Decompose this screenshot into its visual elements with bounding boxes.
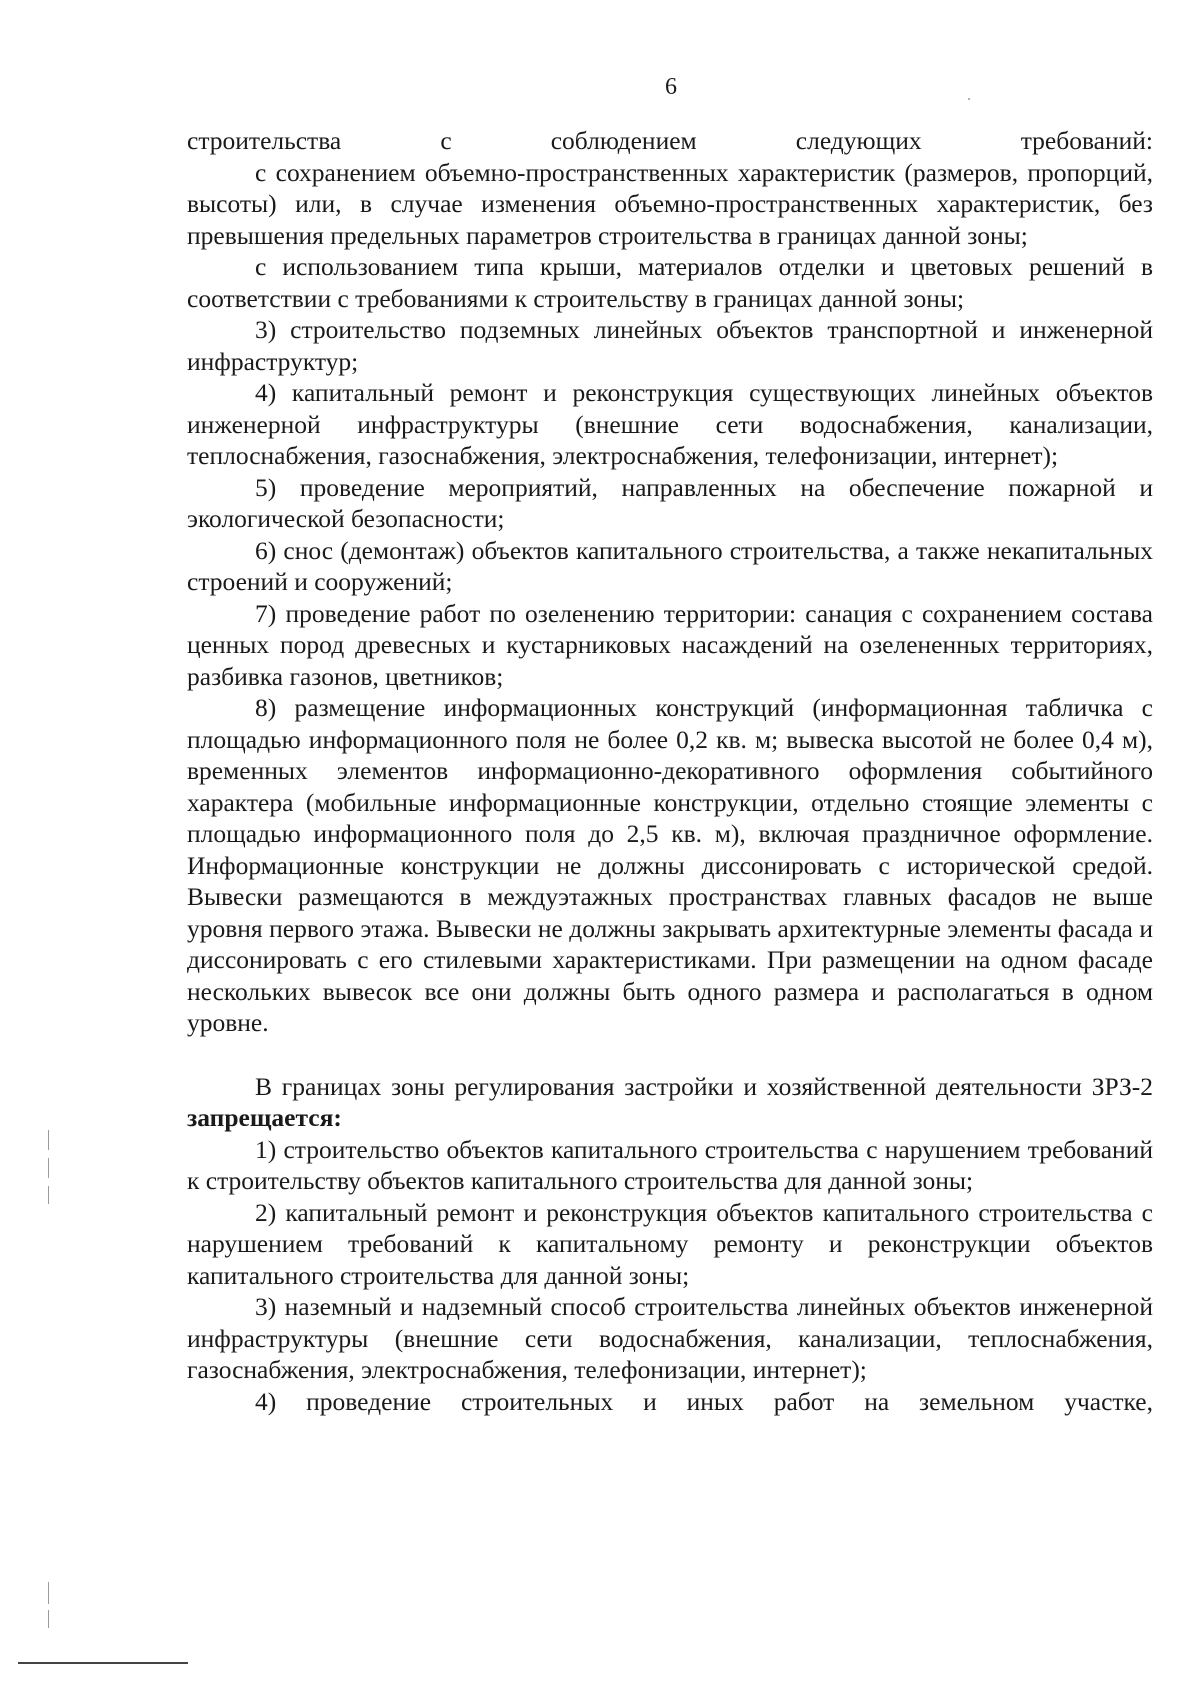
list-item-7: 7) проведение работ по озеленению территории: санация с сохранением состава ценных пород древесных и кустарниковых насаждений на озелененных территориях, разбивка газонов, цветников; (187, 598, 1153, 691)
paragraph-requirement-roof: с использованием типа крыши, материалов отделки и цветовых решений в соответствии с требованиями к строительству в границах данной зоны; (187, 252, 1153, 313)
section-intro-bold: запрещается: (187, 1103, 342, 1132)
prohibited-item-4: 4) проведение строительных и иных работ на земельном участке, (255, 1386, 1153, 1416)
paragraph-requirement-volume: с сохранением объемно-пространственных характеристик (размеров, пропорций, высоты) или, в случае изменения объемно-пространственных характеристик, без превышения предельных параметров строительства в границах данной зоны; (187, 157, 1153, 250)
margin-mark (48, 1186, 49, 1204)
prohibited-item-3: 3) наземный и надземный способ строительства линейных объектов инженерной инфраструктуры (внешние сети водоснабжения, канализации, теплоснабжения, газоснабжения, электроснабжения, телефонизации, интернет); (187, 1292, 1153, 1384)
list-item-4: 4) капитальный ремонт и реконструкция существующих линейных объектов инженерной инфраструктуры (внешние сети водоснабжения, канализации, теплоснабжения, газоснабжения, электроснабжения, телефонизации, интернет); (187, 378, 1153, 470)
section-intro-text: В границах зоны регулирования застройки и хозяйственной деятельности ЗРЗ-2 (255, 1071, 1153, 1101)
list-item-5: 5) проведение мероприятий, направленных на обеспечение пожарной и экологической безопасности; (187, 472, 1153, 533)
list-item-3: 3) строительство подземных линейных объектов транспортной и инженерной инфраструктур; (187, 315, 1153, 376)
margin-mark (48, 1582, 49, 1604)
margin-mark (48, 1130, 49, 1150)
margin-mark (48, 1158, 49, 1178)
section-gap (187, 1039, 1153, 1071)
footer-rule (18, 1662, 188, 1664)
list-item-8: 8) размещение информационных конструкций (информационная табличка с площадью информационного поля не более 0,2 кв. м; вывеска высотой не более 0,4 м), временных элементов информационно-декоративного оформления событийного характера (мобильные информационные конструкции, отдельно стоящие элементы с площадью информационного поля до 2,5 кв. м), включая праздничное оформление. Информационные конструкции не должны диссонировать с исторической средой. Вывески размещаются в междуэтажных пространствах главных фасадов не выше уровня первого этажа. Вывески не должны закрывать архитектурные элементы фасада и диссонировать с его стилевыми характеристиками. При размещении на одном фасаде нескольких вывесок все они должны быть одного размера и располагаться в одном уровне. (187, 693, 1153, 1037)
prohibited-item-1: 1) строительство объектов капитального строительства с нарушением требований к строительству объектов капитального строительства для данной зоны; (187, 1134, 1153, 1195)
margin-mark (48, 1610, 49, 1628)
paragraph-continuation: строительства с соблюдением следующих требований: (187, 126, 1153, 155)
prohibited-item-2: 2) капитальный ремонт и реконструкция объектов капитального строительства с нарушением требований к капитальному ремонту и реконструкции объектов капитального строительства для данной зоны; (187, 1197, 1153, 1290)
page-number: 6 (665, 74, 677, 100)
list-item-6: 6) снос (демонтаж) объектов капитального строительства, а также некапитальных строений и сооружений; (187, 535, 1153, 596)
document-body (187, 125, 1153, 1417)
section-intro (187, 1071, 1153, 1134)
